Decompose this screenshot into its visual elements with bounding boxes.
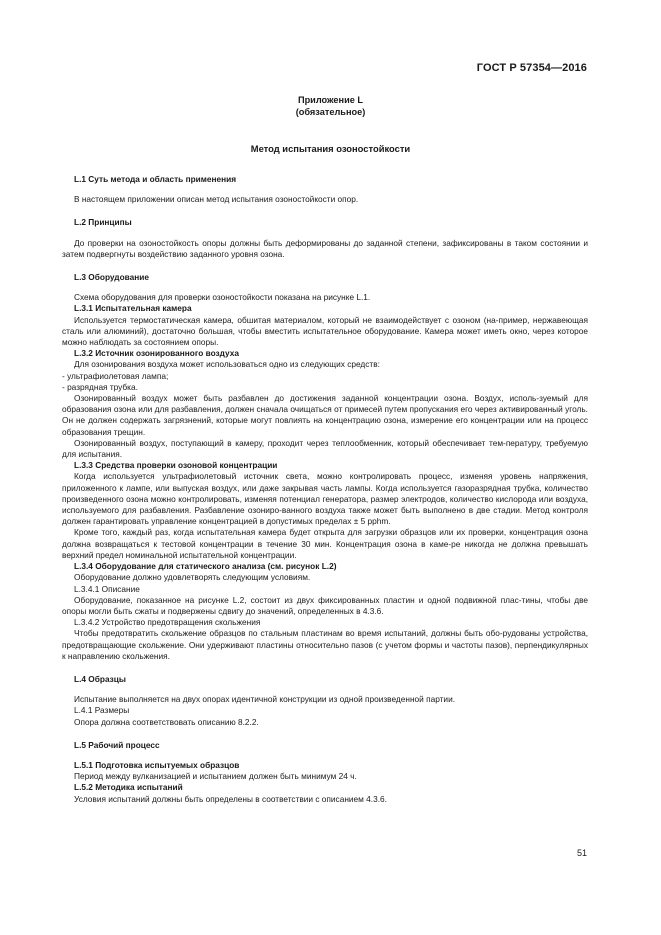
subsection-heading-l33: L.3.3 Средства проверки озоновой концентрации: [74, 460, 278, 471]
subsection-heading-l51: L.5.1 Подготовка испытуемых образцов: [74, 759, 240, 770]
section-heading-l3: L.3 Оборудование: [74, 272, 149, 283]
clause-heading-l342: L.3.4.2 Устройство предотвращения скольжения: [74, 617, 261, 628]
subsection-heading-l52: L.5.2 Методика испытаний: [74, 782, 183, 793]
paragraph: Когда используется ультрафиолетовый источник света, можно контролировать процесс, изменяя уровень напряжения, приложенного к лампе, или выпуская воздух, или даже закрывая часть лампы. Когда используется газоразрядная трубка, количество произведенного озона можно контролировать, изменяя потенциал генератора, размер электродов, количество кислорода или воздуха, используемого для разбавления. Разбавление озониро-ванного воздуха также может быть выполнено в две стадии. Метод контроля должен гарантировать управление концентрацией в допустимых пределах ± 5 pphm.: [62, 471, 588, 527]
paragraph: Условия испытаний должны быть определены в соответствии с описанием 4.3.6.: [74, 793, 387, 804]
page-number: 51: [576, 848, 587, 858]
subsection-heading-l31: L.3.1 Испытательная камера: [74, 303, 192, 314]
annex-title: Приложение L: [297, 95, 364, 105]
section-heading-l4: L.4 Образцы: [74, 673, 126, 684]
list-item: - ультрафиолетовая лампа;: [62, 370, 169, 381]
section-heading-l2: L.2 Принципы: [74, 217, 132, 228]
section-heading-l5: L.5 Рабочий процесс: [74, 739, 160, 750]
subsection-heading-l34: L.3.4 Оборудование для статического анализа (см. рисунок L.2): [74, 561, 337, 572]
paragraph: Озонированный воздух может быть разбавлен до достижения заданной концентрации озона. Воздух, исполь-зуемый для образования озона или для разбавления, должен сначала очищаться от примесей путем пропускания его через активированный уголь. Он не должен содержать загрязнений, которые могут повлиять на концентрацию озона, измерение его концентрации или на процесс образования трещин.: [62, 393, 588, 437]
list-item: - разрядная трубка.: [62, 381, 138, 392]
section-text-l1: В настоящем приложении описан метод испытания озоностойкости опор.: [74, 194, 359, 205]
paragraph: Период между вулканизацией и испытанием должен быть минимум 24 ч.: [74, 771, 357, 782]
subsection-heading-l32: L.3.2 Источник озонированного воздуха: [74, 348, 239, 359]
section-intro-l3: Схема оборудования для проверки озоностойкости показана на рисунке L.1.: [74, 292, 371, 303]
section-text-l4: Испытание выполняется на двух опорах идентичной конструкции из одной произведенной партии.: [74, 694, 456, 705]
paragraph: Кроме того, каждый раз, когда испытательная камера будет открыта для загрузки образцов или их проверки, концентрация озона должна возвращаться к тестовой концентрации в течение 30 мин. Концентрация озона в каме-ре никогда не должна превышать верхний предел номинальной испытательной концентрации.: [62, 527, 588, 560]
subsection-text-l31: Используется термостатическая камера, обшитая материалом, который не взаимодействует с озоном (на-пример, нержавеющая сталь или алюминий), достаточно большая, чтобы вместить испытательное оборудование. Камера может иметь окно, через которое можно наблюдать за состоянием опоры.: [62, 314, 588, 348]
clause-heading-l341: L.3.4.1 Описание: [74, 583, 140, 594]
paragraph: Озонированный воздух, поступающий в камеру, проходит через теплообменник, который обеспечивает тем-пературу, требуемую для испытания.: [62, 437, 588, 460]
section-text-l2: До проверки на озоностойкость опоры должны быть деформированы до заданной степени, зафиксированы в таком состоянии и затем подвергнуты воздействию заданного уровня озона.: [62, 237, 588, 259]
section-heading-l1: L.1 Суть метода и область применения: [74, 174, 237, 184]
clause-heading-l41: L.4.1 Размеры: [74, 705, 130, 716]
annex-heading: [0, 95, 661, 118]
subsection-intro-l32: Для озонирования воздуха может использоваться одно из следующих средств:: [74, 359, 380, 370]
paragraph: Чтобы предотвратить скольжение образцов по стальным пластинам во время испытаний, должны быть обо-рудованы устройства, предотвращающие скольжение. Они удерживают пластины относительно пазов (с учетом формы и частоты пазов), перпендикулярных к направлению скольжения.: [62, 628, 588, 661]
page-title: Метод испытания озоностойкости: [250, 143, 411, 154]
paragraph: Опора должна соответствовать описанию 8.2.2.: [74, 716, 259, 727]
subsection-intro-l34: Оборудование должно удовлетворять следующим условиям.: [74, 572, 311, 583]
annex-status: (обязательное): [295, 106, 366, 117]
paragraph: Оборудование, показанное на рисунке L.2, состоит из двух фиксированных пластин и одной подвижной плас-тины, чтобы две опоры могли быть сжаты и подвержены сдвигу до значений, определенных в 4.3.6.: [62, 594, 588, 616]
document-body: [62, 174, 588, 805]
standard-number: ГОСТ Р 57354—2016: [476, 62, 587, 74]
